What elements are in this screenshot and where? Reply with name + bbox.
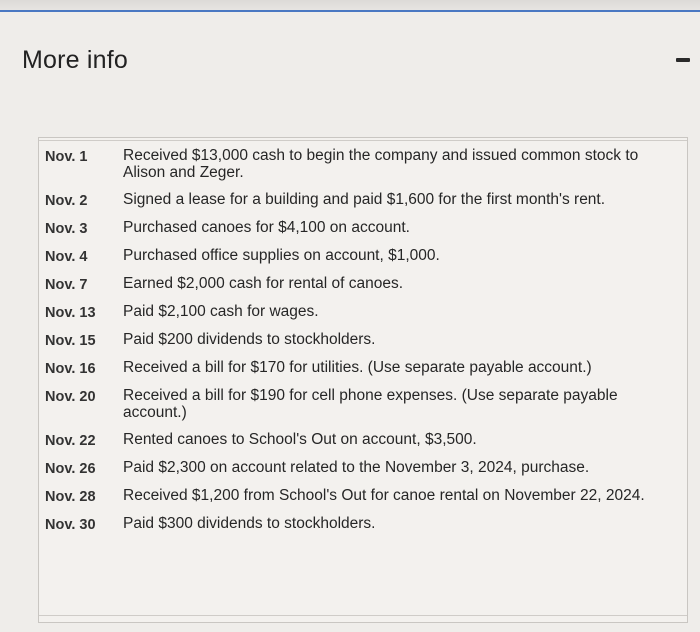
transactions-table: [38, 137, 688, 623]
transaction-date: Nov. 3: [45, 221, 88, 237]
transaction-row: [45, 487, 681, 505]
transaction-description: Purchased canoes for $4,100 on account.: [123, 219, 410, 236]
transaction-date: Nov. 20: [45, 389, 96, 405]
minimize-button[interactable]: [676, 58, 690, 62]
transaction-row: [45, 247, 681, 265]
transaction-date: Nov. 2: [45, 193, 88, 209]
transaction-description: Signed a lease for a building and paid $1,600 for the first month's rent.: [123, 191, 606, 208]
transaction-row: [45, 331, 681, 349]
transaction-date: Nov. 13: [45, 305, 96, 321]
transaction-description: Paid $2,300 on account related to the November 3, 2024, purchase.: [123, 459, 590, 476]
transaction-description: Received $13,000 cash to begin the company and issued common stock to Alison and Zeger.: [123, 147, 639, 181]
transaction-row: [45, 515, 681, 533]
window-top-bar: [0, 0, 700, 12]
transaction-description: Earned $2,000 cash for rental of canoes.: [123, 275, 404, 292]
transaction-date: Nov. 30: [45, 517, 96, 533]
transaction-row: [45, 275, 681, 293]
transaction-date: Nov. 28: [45, 489, 96, 505]
transaction-description: Paid $200 dividends to stockholders.: [123, 331, 376, 348]
transaction-description: Received a bill for $190 for cell phone expenses. (Use separate payable account.): [123, 387, 618, 421]
transaction-row: [45, 387, 681, 421]
transactions-list: [45, 147, 681, 543]
transaction-date: Nov. 16: [45, 361, 96, 377]
transaction-description: Paid $300 dividends to stockholders.: [123, 515, 376, 532]
transaction-date: Nov. 7: [45, 277, 88, 293]
transaction-description: Received $1,200 from School's Out for canoe rental on November 22, 2024.: [123, 487, 645, 504]
transaction-row: [45, 219, 681, 237]
transaction-date: Nov. 22: [45, 433, 96, 449]
transaction-date: Nov. 15: [45, 333, 96, 349]
transaction-date: Nov. 26: [45, 461, 96, 477]
transaction-description: Received a bill for $170 for utilities. (Use separate payable account.): [123, 359, 592, 376]
transaction-row: [45, 459, 681, 477]
transaction-date: Nov. 1: [45, 149, 88, 165]
transaction-row: [45, 359, 681, 377]
transaction-description: Purchased office supplies on account, $1,000.: [123, 247, 440, 264]
transaction-date: Nov. 4: [45, 249, 88, 265]
transaction-row: [45, 303, 681, 321]
transaction-row: [45, 191, 681, 209]
transaction-row: [45, 147, 681, 181]
dialog-title: More info: [22, 46, 129, 74]
transaction-description: Rented canoes to School's Out on account, $3,500.: [123, 431, 477, 448]
table-bottom-border: [39, 615, 687, 616]
transaction-description: Paid $2,100 cash for wages.: [123, 303, 319, 320]
transaction-row: [45, 431, 681, 449]
table-top-border: [39, 140, 687, 141]
